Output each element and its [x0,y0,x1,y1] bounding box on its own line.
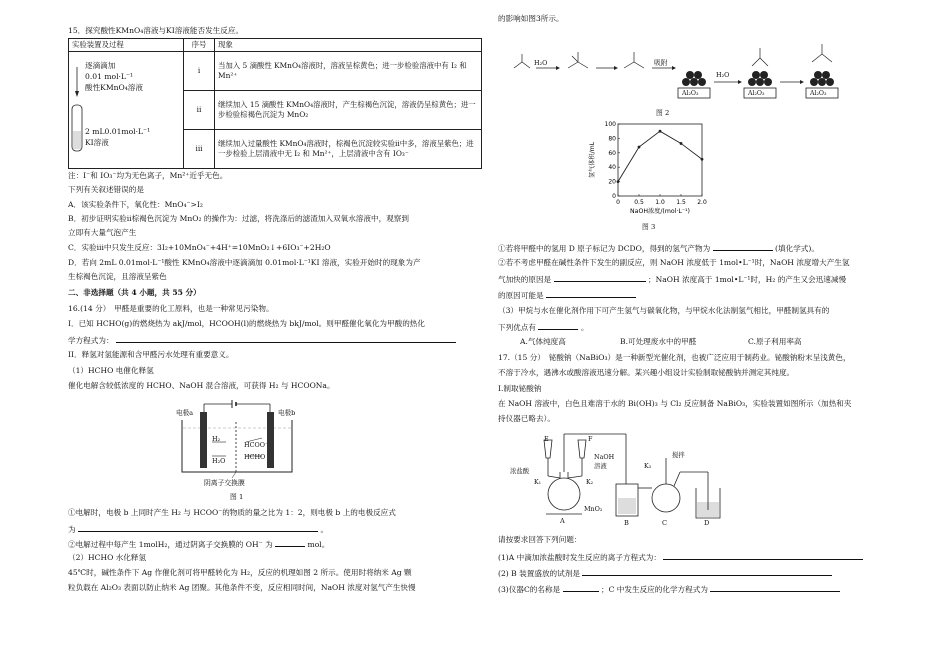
label-h2o: H₂O [212,457,226,465]
q16-sub2: （2）HCHO 水化释氢 [68,553,147,562]
label-F: F [588,435,593,443]
row-text-ii: 继续加入 15 滴酸性 KMnO₄溶液时，产生棕褐色沉淀，溶液仍呈棕黄色；进一步检验棕褐色沉淀为 MnO₂ [215,91,482,130]
table-header-index: 序号 [184,39,215,52]
q16-r3-cont: 下列优点有 。 [498,323,589,332]
q16-part1-cont [68,334,456,346]
label-hcoo: HCOO⁻ [244,441,269,449]
answer-blank-reason2[interactable] [546,289,636,298]
q17-a2-text: (2) B 装置盛放的试剂是 [498,569,580,578]
y-axis-label: 氢气体积/mL [589,141,596,179]
mechanism-diagram [506,28,846,106]
support-label-3: Al₂O₃ [810,90,827,97]
q15-option-b-cont: 立即有大量气泡产生 [68,228,137,237]
row-id-i: i [184,52,215,91]
figure-2-caption: 图 2 [656,109,670,117]
answer-blank-c-eq[interactable] [710,583,840,592]
q16-r3-cont-text: 下列优点有 [498,323,536,332]
label-C: C [662,519,668,527]
section-2-heading: 二、非选择题（共 4 小题，共 55 分） [68,288,201,297]
q16-part1: I．已知 HCHO(g)的燃烧热为 akJ/mol，HCOOH(l)的燃烧热为 bkJ/mol。则甲醛催化氧化为甲酸的热化 [68,319,425,328]
row-id-iii: iii [184,130,215,169]
row-id-ii: ii [184,91,215,130]
y-tick-label: 60 [608,149,616,157]
q17-part1: I.制取铋酸钠 [498,384,542,393]
x-tick-label: 1.0 [655,199,665,206]
figure-1 [170,398,310,506]
series-line [618,131,702,181]
q17-desc: 在 NaOH 溶液中，白色且难溶于水的 Bi(OH)₃ 与 Cl₂ 反应制备 NaBiO₃，实验装置如图所示（加热和夹 [498,399,852,408]
figure-2 [506,28,846,118]
row-text-iii: 继续加入过量酸性 KMnO₄溶液时，棕褐色沉淀较实验ii中多，溶液呈紫色；进一步检验上层清液中无 I₂ 和 Mn²⁺，上层清液中含有 IO₃⁻ [215,130,482,169]
label-hcho: HCHO [244,453,266,461]
label-membrane: 阴离子交换膜 [204,479,245,487]
q16-sub1-q1-wei: 为 [68,525,76,534]
apparatus-label-kmno4: 酸性KMnO₄溶液 [85,82,143,92]
y-tick-label: 40 [608,164,616,172]
label-K1: K₁ [534,479,542,486]
q17-title-cont: 不溶于冷水，遇沸水或酸溶液迅速分解。某兴趣小组设计实验制取铋酸钠并测定其纯度。 [498,368,795,377]
q17-a3 [498,583,840,595]
q16-part1-cont-text: 学方程式为： [68,336,114,345]
label-stir: 搅拌 [672,451,685,459]
answer-blank-reason1[interactable] [554,273,646,282]
data-point [638,146,641,149]
q16-sub1: （1）HCHO 电催化释氢 [68,366,154,375]
q16-r1-text: ①若将甲醛中的氢用 D 原子标记为 DCDO，得到的氢气产物为 [498,244,711,253]
figure-1-caption: 图 1 [230,493,244,501]
apparatus-label-conc: 0.01 mol·L⁻¹ [85,71,134,81]
data-point [701,158,704,161]
label-D: D [704,519,710,527]
q16-r2-end [498,289,636,301]
label-B: B [624,519,629,527]
q16-right-top: 的影响如图3所示。 [498,14,564,23]
q16-sub2-desc-cont: 粒负载在 Al₂O₃ 表面以防止纳米 Ag 团聚。其他条件不变，反应相同时间，NaOH 浓度对氢气产生快慢 [68,583,416,592]
q17-a3-text2: ；C 中发生反应的化学方程式为 [600,585,708,594]
table-header-apparatus: 实验装置及过程 [69,39,184,52]
answer-blank-b-reagent[interactable] [582,567,832,576]
y-tick-label: 100 [604,121,616,128]
apparatus-label-ki: KI溶液 [85,137,109,147]
mech-label-h2o-2: H₂O [716,71,730,79]
q16-r2: ②若不考虑甲醛在碱性条件下发生的副反应，则 NaOH 浓度低于 1mol•L⁻¹时，NaOH 浓度增大产生氢 [498,258,850,267]
figure-3 [586,118,726,230]
answer-blank-ionic-eq[interactable] [663,551,863,560]
q15-title: 15．探究酸性KMnO₄溶液与KI溶液能否发生反应。 [68,26,244,35]
answer-blank-advantages[interactable] [538,321,578,330]
data-point [617,180,620,183]
catalyst-1 [682,71,706,86]
label-naoh: NaOH [594,453,615,461]
molecule-hcho [514,54,530,68]
x-tick-label: 2.0 [697,199,707,206]
q15-note: 注：I⁻和 IO₃⁻均为无色离子，Mn²⁺近乎无色。 [68,171,228,180]
q16-r2-cont [498,273,846,285]
q16-part2: II．释氢对氢能源和含甲醛污水处理有重要意义。 [68,350,234,359]
y-tick-label: 0 [612,193,616,200]
q15-option-d: D．若向 2mL 0.01mol·L⁻¹酸性 KMnO₄溶液中逐滴滴加 0.01mol·L⁻¹KI 溶液，实验开始时的现象为产 [68,258,421,267]
q16-sub1-q2 [68,538,329,550]
label-electrode-b: 电极b [278,409,296,417]
q16-r2-cont-text: 气加快的原因是 [498,275,552,284]
label-K2: K₂ [586,479,594,486]
q16-r3: （3）甲烷与水在催化剂作用下可产生氢气与碳氧化物，与甲烷水化法制氢气相比，甲醛制氢具有的 [498,306,830,315]
q16-r3-option-b: B.可处理废水中的甲醛 [620,337,697,346]
answer-blank-dcdo[interactable] [713,242,773,251]
label-h2: H₂ [212,435,221,443]
label-A: A [560,517,565,525]
x-axis-label: NaOH浓度/(mol·L⁻¹) [630,208,690,215]
apparatus-label-ki-conc: 2 mL0.01mol·L⁻¹ [85,126,151,136]
label-conc-hcl: 浓盐酸 [510,467,530,475]
q16-sub2-desc: 45℃时，碱性条件下 Ag 作催化剂可将甲醛转化为 H₂，反应的机理如图 2 所示。使用时将纳米 Ag 颗 [68,568,412,577]
catalyst-2 [748,71,772,86]
naoh-h2-line-chart [586,118,726,222]
q16-sub1-q1-cont: 为 。 [68,525,329,534]
q15-option-d-cont: 生棕褐色沉淀，且溶液呈紫色 [68,272,167,281]
q15-stem: 下列有关叙述错误的是 [68,185,144,194]
catalyst-3 [810,71,834,86]
q16-sub1-q2-text: ②电解过程中每产生 1molH₂，通过阴离子交换膜的 OH⁻ 为 [68,540,273,549]
q17-prompt: 请按要求回答下列问题： [498,535,582,544]
q16-sub1-desc: 催化电解含较低浓度的 HCHO、NaOH 混合溶液，可获得 H₂ 与 HCOONa。 [68,381,335,390]
y-tick-label: 20 [608,178,616,186]
q16-r1-suffix: (填化学式)。 [775,244,819,253]
q17-a1-text: (1)A 中滴加浓盐酸时发生反应的离子方程式为： [498,553,661,562]
mech-label-h2o: H₂O [534,59,548,67]
q16-r3-option-a: A.气体纯度高 [520,337,566,346]
q17-a3-text: (3)仪器C的名称是 [498,585,561,594]
x-tick-label: 0.5 [634,199,644,206]
q16-r3-option-c: C.原子利用率高 [748,337,802,346]
q17-title: 17.（15 分） 铋酸钠（NaBiO₃）是一种新型光催化剂，也被广泛应用于制药业。铋酸钠粉末呈浅黄色， [498,353,851,362]
q15-option-b: B．初步证明实验ii棕褐色沉淀为 MnO₂ 的操作为：过滤，将洗涤后的滤渣加入双氧水溶液中，观察到 [68,214,409,223]
label-mno2: MnO₂ [584,505,603,513]
x-tick-label: 1.5 [676,199,686,206]
apparatus-label-dropwise: 逐滴滴加 [85,60,116,70]
mech-label-adsorb: 吸附 [654,59,668,67]
support-label-1: Al₂O₃ [682,90,699,97]
table-header-phenomenon: 现象 [215,39,482,52]
answer-blank-thermo[interactable] [116,334,456,343]
answer-blank-electrode-b[interactable] [78,523,318,532]
q15-experiment-table [68,38,482,169]
q15-option-c: C．实验iii中只发生反应：3I₂+10MnO₄⁻+4H⁺=10MnO₂↓+6IO₃⁻+2H₂O [68,243,331,252]
figure-3-caption: 图 3 [642,223,656,231]
q17-a1 [498,551,863,563]
q16-r1 [498,242,819,254]
q16-sub1-q2-unit: mol。 [307,540,330,549]
label-K3: K₃ [644,463,652,470]
q16-sub1-q1: ①电解时，电极 b 上同时产生 H₂ 与 HCOO⁻的物质的量之比为 1：2，则电极 b 上的电极反应式 [68,508,396,517]
x-tick-label: 0 [616,199,620,206]
answer-blank-c-name[interactable] [563,583,599,592]
label-E: E [544,435,549,443]
apparatus-cell [69,52,184,169]
row-text-i: 当加入 5 滴酸性 KMnO₄溶液时，溶液呈棕黄色；进一步检验溶液中有 I₂ 和 Mn²⁺ [215,52,482,91]
q16-title: 16.(14 分） 甲醛是重要的化工原料，也是一种常见污染物。 [68,304,274,313]
label-naoh-solution: 溶液 [594,462,607,470]
y-tick-label: 80 [608,135,616,143]
data-point [680,142,683,145]
q15-option-a: A．该实验条件下，氧化性：MnO₄⁻>I₂ [68,200,203,209]
q17-a2 [498,567,832,579]
q16-r2-cont-text2: ；NaOH 浓度高于 1mol•L⁻¹时，H₂ 的产生又会迅速减慢 [648,275,847,284]
answer-blank-oh-mol[interactable] [275,538,305,547]
apparatus-figure [504,428,734,528]
data-point [659,130,662,133]
q16-r2-end-text: 的原因可能是 [498,291,544,300]
label-electrode-a: 电极a [176,409,194,417]
support-label-2: Al₂O₃ [748,90,765,97]
q17-desc-cont: 持仪器已略去）。 [498,414,555,423]
